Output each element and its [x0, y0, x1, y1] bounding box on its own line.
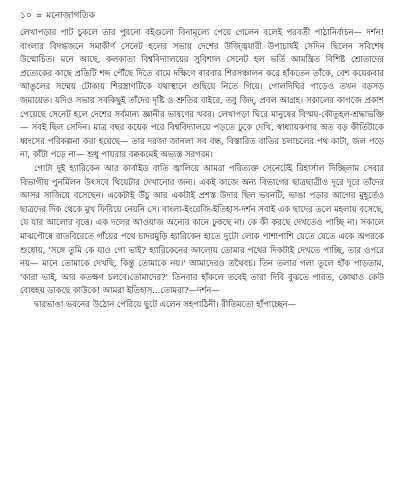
running-head — [20, 9, 384, 23]
ornament-icon: ⌗ — [36, 11, 42, 20]
book-title: মনোজাগতিক — [46, 11, 95, 21]
paragraph-3: দ্বারভাঙা ভবনের উঠোন পেরিয়ে ছুটে এলেন সহপাঠিনী। রীতিমতো হাঁপাচ্ছেন— — [34, 298, 296, 309]
body-text — [20, 26, 384, 311]
page-number: ১০ — [20, 11, 32, 21]
book-page — [20, 9, 384, 487]
paragraph-1: লেখাপড়ার পাট চুকলে তার পুরনো বইগুলো বিনামূল্যে পেয়ে গেলেন বলেই পরবর্তী পাঠানির্বাচন— দর্শন! বাংলার বিদগ্ধজনে সমাকীর্ণ সেনেট হলের সভায় দেশের উজ্জ্বিযারী উপাচার্যই সেদিন ছিলেন সবিশেষ উন্মোচিত। মনে আছে, কলকাতা বিশ্ববিদ্যালয়ের সুবিশাল সেনেট হল ভর্তি আমন্ত্রিত বিশিষ্ট শ্রোতাদের প্রত্যেকের কাছে প্রতিটি শব্দ পৌঁছে দিতে বামে দক্ষিণে বারবার শিরসঞ্চালন করে হাঁকতেন তাঁকে, বেশ কয়েকবার আঙুলের সম্মেয় টোকায় শিরস্ত্রাণটিকে যথাস্থানে গুছিয়ে নিতে গিয়ে। গোলদিঘির পাড়েও তখন বড়সড় জমায়েত। যদিও সভার সবকিছুই তাঁদের দৃষ্টি ও শ্রুতির বাইরে, তবু জিদ্, প্রবল আগ্রহ। সকালের কাগজে প্রকাশ পেয়েছে সেনেট হলে দেশের সর্বমান্য জ্ঞানীর ভাষণের খবর। লেখাপড়া ঘিরে মানুষের বিস্ময়-কৌতূহল-শ্রদ্ধাভক্তি— সবই ছিল সেদিন। মাত্র বছর কয়েক পরে বিশ্ববিদ্যালয়ে পড়তে ঢুকে দেখি, স্বাধ্যায়কণার অত বড় কীর্তিটাকে ধ্বংসের পরিকল্পনা করা হয়েছে— তার দরজা জানলা সব বন্ধ, বিস্তারিত বাতির চলাচলের পথ কাটা, জল পড়ে না, কাঁটা পড়ে না— শুধু পায়রার বক্বকমেই অভ্যস্ত সরগরম। — [20, 27, 384, 160]
paragraph-2: গোটা দুই হ্যারিকেন আর কার্বাইড বাতি জ্বালিয়ে আমরা পরিত্যক্ত সেনেটেই রিহার্সাল দিচ্ছিলাম সেবার বিভাগীয় পুনর্মিলন উৎসবে থিয়েটার দেখানোর জন্য। একই কাজে অন্য বিভাগের ছাত্রছাত্রীও দূরে দূরে তাঁদের আসর সাজিয়ে বসেছেন। একেটাই উঁচু আর একটাই প্রশস্ত উদার ছিল ভবনটি, ভাঙা পড়ার আগের মুহূর্তেও ছাত্রদের দিক থেকে মুখ ফিরিয়ে নেয়নি সে। বাংলা-ইংরেজি-ইতিহাস-দর্শন সবাই এক ছাদের তলে মহলায় বসেছে, যে যার আলোর বৃত্তে। এক দলের আওয়াজ অন্যের কানে ঢুকছে না। কে কী করছে দেখতেও পাচ্ছি না। সকালে মাঝপৌষে রাতবিরেতে গাঁয়ের পথে চাদরমুড়ি হ্যারিকেন হাতে দুটো লোক পাশাপাশি যেতে যেতে একে অপরকে শুধোয়, 'সঙ্গে তুমি কে যাও গো ভাই? হ্যারিকেনের আলোয় তোমার পথের দিকটাই দেখতে পাচ্ছি, তার ওপরে নয়— মানে তোমাকে দেখছি, কিন্তু তোমাকে নয়।' আমাদেরও তথৈবচ। তিন তলার গলা তুলে হাঁক পাড়তাম, 'কারা ভাই, আর কতক্ষণ চলবে।তোমাদের?' তিনবার হাঁকলে তবেই তারা দিবি বুঝতে পারত, কোথাও কেউ বোধহয় ডাকছে কাউকে! আমরা ইতিহাস...তোমরা?—দর্শন— — [20, 162, 384, 296]
